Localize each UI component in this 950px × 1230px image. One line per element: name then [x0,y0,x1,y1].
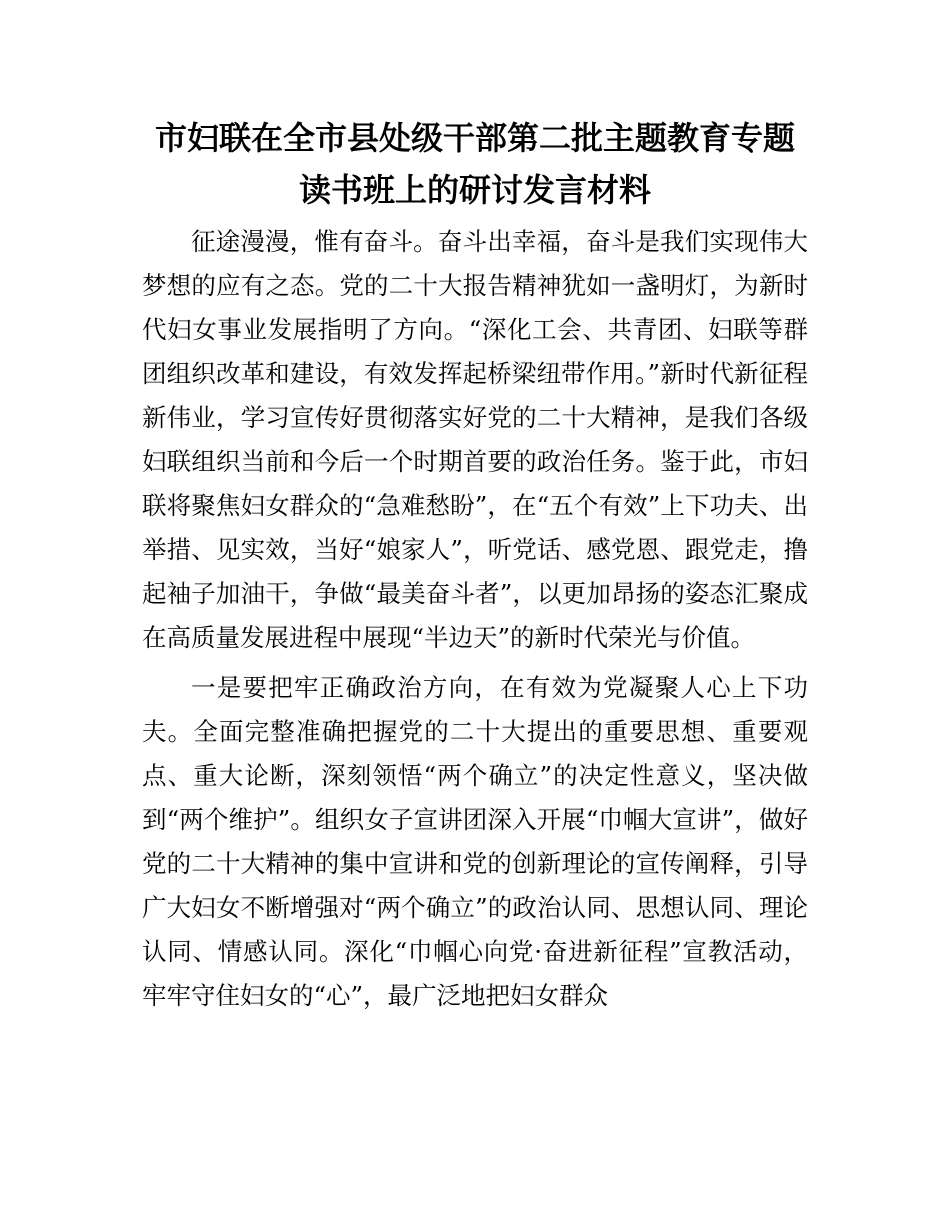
document-title [142,112,808,216]
paragraph-point-one: 一是要把牢正确政治方向，在有效为党凝聚人心上下功夫。全面完整准确把握党的二十大提出的重要思想、重要观点、重大论断，深刻领悟“两个确立”的决定性意义，坚决做到“两个维护”。组织女子宣讲团深入开展“巾帼大宣讲”，做好党的二十大精神的集中宣讲和党的创新理论的宣传阐释，引导广大妇女不断增强对“两个确立”的政治认同、思想认同、理论认同、情感认同。深化“巾帼心向党·奋进新征程”宣教活动，牢牢守住妇女的“心”，最广泛地把妇女群众 [142,673,808,1010]
title-line-2: 读书班上的研讨发言材料 [298,171,651,209]
paragraph-intro: 征途漫漫，惟有奋斗。奋斗出幸福，奋斗是我们实现伟大梦想的应有之态。党的二十大报告精神犹如一盏明灯，为新时代妇女事业发展指明了方向。“深化工会、共青团、妇联等群团组织改革和建设，有效发挥起桥梁纽带作用。”新时代新征程新伟业，学习宣传好贯彻落实好党的二十大精神，是我们各级妇联组织当前和今后一个时期首要的政治任务。鉴于此，市妇联将聚焦妇女群众的“急难愁盼”，在“五个有效”上下功夫、出举措、见实效，当好“娘家人”，听党话、感党恩、跟党走，撸起袖子加油干，争做“最美奋斗者”，以更加昂扬的姿态汇聚成在高质量发展进程中展现“半边天”的新时代荣光与价值。 [142,227,808,652]
title-line-1: 市妇联在全市县处级干部第二批主题教育专题 [154,119,795,157]
document-body [142,112,808,1024]
